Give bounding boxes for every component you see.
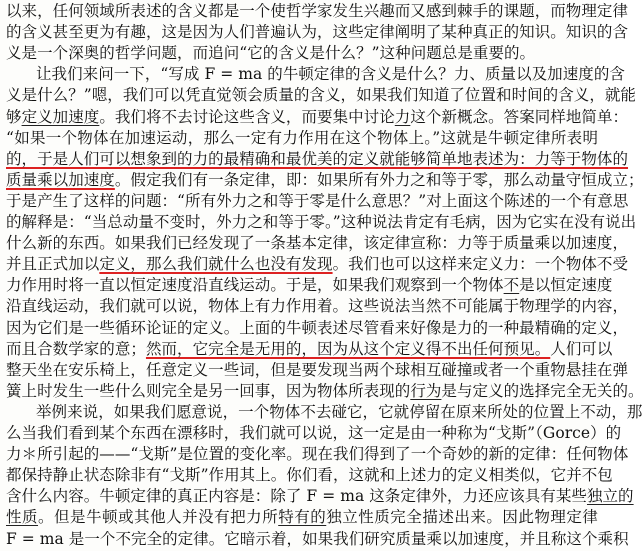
text-line bbox=[6, 148, 629, 170]
text-line bbox=[6, 0, 629, 22]
text-segment: 的解释是：“当总动量不变时，外力之和等于零。”这种说法肯定有毛病，因为它实在没有说出 bbox=[6, 213, 637, 231]
text-line bbox=[6, 190, 629, 212]
text-segment: 整天坐在安乐椅上，任意定义一些词，但是要发现当两个球相互碰撞或者一个重物悬挂在弹 bbox=[6, 360, 629, 379]
text-segment: 力作用时将一直以恒定速度沿直线运动。于是，如果我们观察到一个物体 bbox=[6, 276, 504, 295]
text-segment: 于是产生了这样的问题：“所有外力之和等于零是什么意思？”对上面这个陈述的一个有意思 bbox=[6, 191, 629, 210]
text-segment: 义是一个深奥的哲学问题，而追问“它的含义是什么？”这种问题总是重要的。 bbox=[6, 44, 536, 63]
underlined-text: 的，于是人们可以想象到的力的最精确和最优美的定义就能够简单地表述为：力等于物体的 bbox=[6, 149, 629, 168]
text-line bbox=[6, 84, 636, 106]
text-segment: 。我们将不去讨论这些含义，而要集中讨论 bbox=[99, 107, 395, 126]
text-segment: 义是什么？”嗯，我们可以凭直觉领会质量的含义，如果我们知道了位置和时间的含义，就能 bbox=[6, 86, 636, 105]
text-segment: 以来，任何领域所表述的含义都是一个使哲学家发生兴趣而又感到棘手的课题，而物理定律 bbox=[6, 2, 629, 20]
text-segment: 。假定我们有一条定律，即：如果所有外力之和等于零，那么动量守恒成立； bbox=[114, 170, 644, 189]
text-segment: “如果一个物体在加速运动，那么一定有力作用在这个物体上。”这就是牛顿定律所表明 bbox=[6, 128, 598, 147]
text-segment: F = ma 是一个不完全的定律。它暗示着，如果我们研究质量乘以加速度，并且称这个乘积 bbox=[6, 529, 629, 548]
underlined-text: 然而，它完全是无用的，因为从这个定义得不出任何预见。 bbox=[145, 339, 551, 358]
text-line bbox=[6, 359, 629, 381]
text-segment: 都保持静止状态除非有“戈斯”作用其上。你们看，这就和上述力的定义相类似，它并不包 bbox=[6, 466, 613, 485]
text-segment: 的含义甚至更为有趣，这是因为人们普遍认为，这些定律阐明了某种真正的知识。知识的含 bbox=[6, 23, 629, 42]
text-line bbox=[6, 317, 629, 339]
text-line bbox=[6, 232, 629, 254]
text-line bbox=[36, 401, 643, 423]
underlined-text: 质量乘以加速度 bbox=[6, 170, 115, 189]
text-segment: 这个新概念。答案同样地简单： bbox=[410, 107, 629, 126]
text-segment: 。我们也可以这样来定义力：一个物体不受 bbox=[332, 255, 629, 274]
text-line bbox=[6, 253, 629, 275]
text-line bbox=[6, 485, 634, 507]
text-line bbox=[6, 338, 613, 360]
text-segment: 并且正式加以 bbox=[6, 255, 100, 274]
text-segment: 是以恒定速度 bbox=[519, 276, 613, 295]
text-line bbox=[6, 21, 629, 43]
text-segment: 独立性质完全描述出来。因此物理定律 bbox=[326, 508, 598, 527]
underlined-text: 不 bbox=[503, 276, 520, 295]
underlined-text: 定义加速度 bbox=[21, 107, 100, 126]
text-segment: 簧上时发生一些什么则完全是另一回事，因为物体所表现的 bbox=[6, 381, 411, 400]
text-line bbox=[6, 274, 613, 296]
text-line bbox=[6, 295, 629, 317]
text-line bbox=[36, 63, 625, 85]
underlined-text: 性质 bbox=[6, 508, 39, 527]
underlined-text: 力 bbox=[394, 107, 411, 126]
underlined-text: 特有的 bbox=[278, 508, 327, 527]
text-segment: 举例来说，如果我们愿意说，一个物体不去碰它，它就停留在原来所处的位置上不动，那 bbox=[36, 402, 643, 421]
text-line bbox=[6, 211, 637, 233]
text-line bbox=[6, 42, 598, 64]
text-line bbox=[6, 506, 598, 528]
text-segment: 够 bbox=[6, 107, 22, 126]
text-line bbox=[6, 422, 622, 444]
text-line bbox=[6, 169, 644, 191]
text-segment: 力＊所引起的——“戈斯”是位置的变化率。现在我们得到了一个奇妙的新的定律：任何物体 bbox=[6, 445, 629, 464]
underlined-text: 独立的 bbox=[586, 487, 634, 506]
text-line bbox=[6, 464, 613, 486]
text-segment: 是与定义的选择完全无关的。 bbox=[441, 381, 644, 400]
text-line bbox=[6, 443, 629, 465]
text-line bbox=[6, 106, 629, 128]
text-segment: 含什么内容。牛顿定律的真正内容是：除了 F = ma 这条定律外，力还应该具有某些 bbox=[6, 487, 587, 506]
text-segment: 什么新的东西。如果我们已经发现了一条基本定律，该定律宣称：力等于质量乘以加速度， bbox=[6, 234, 629, 253]
text-line bbox=[6, 127, 598, 149]
text-segment: 。但是牛顿或其他人并没有把力所 bbox=[38, 508, 279, 527]
text-segment: 因为它们是一些循环论证的定义。上面的牛顿表述尽管看来好像是力的一种最精确的定义， bbox=[6, 318, 629, 337]
underlined-text: 行为 bbox=[410, 381, 442, 400]
text-line bbox=[6, 380, 644, 402]
text-segment: 让我们来问一下，“写成 F = ma 的牛顿定律的含义是什么？力、质量以及加速度的含 bbox=[36, 65, 625, 84]
underlined-text: 定义，那么我们就什么也没有发现 bbox=[99, 255, 333, 274]
text-segment: 么当我们看到某个东西在漂移时，我们就可以说，这一定是由一种称为“戈斯”（Gorce）的 bbox=[6, 424, 622, 442]
text-segment: 沿直线运动，我们就可以说，物体上有力作用着。这些说法当然不可能属于物理学的内容， bbox=[6, 297, 629, 316]
text-segment: 而且合数学家的意； bbox=[6, 339, 146, 358]
text-segment: 人们可以 bbox=[550, 339, 613, 358]
text-line bbox=[6, 528, 629, 550]
